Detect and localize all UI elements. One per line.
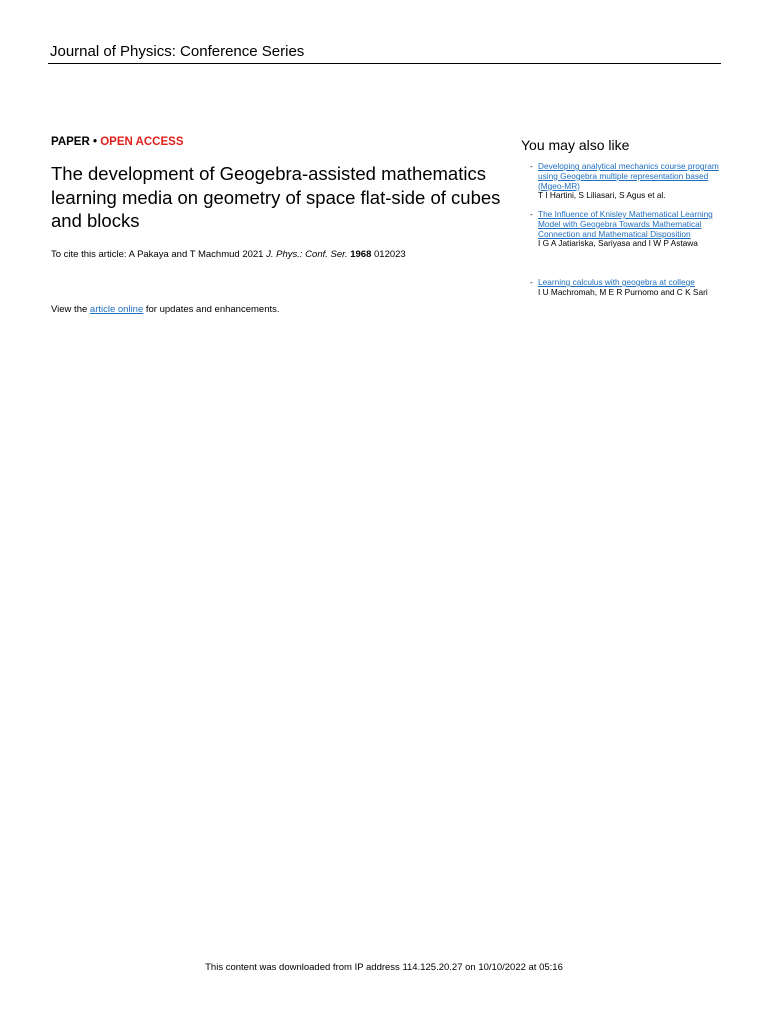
related-item — [530, 209, 722, 249]
paper-label — [51, 135, 184, 150]
label-separator: • — [89, 136, 101, 148]
list-dash: - — [530, 209, 533, 219]
view-online-prefix: View the — [51, 304, 90, 315]
view-online-line — [51, 304, 280, 316]
related-item-authors: I G A Jatiariska, Sariyasa and I W P Astawa — [538, 238, 698, 249]
citation-prefix: To cite this article: A Pakaya and T Machmud 2021 — [51, 249, 267, 260]
related-item-link[interactable]: Learning calculus with geogebra at college — [538, 277, 695, 287]
header-divider — [48, 63, 721, 64]
related-heading: You may also like — [521, 137, 630, 153]
list-dash: - — [530, 161, 533, 171]
list-dash: - — [530, 277, 533, 287]
related-item — [530, 277, 722, 298]
related-item-authors: I U Machromah, M E R Purnomo and C K Sari — [538, 286, 708, 297]
citation-journal: J. Phys.: Conf. Ser. — [266, 249, 348, 260]
article-online-link[interactable]: article online — [89, 304, 144, 315]
citation-line — [51, 249, 406, 261]
paper-title: The development of Geogebra-assisted mathematics learning media on geometry of space flat-side of cubes and blocks — [51, 163, 501, 231]
paper-type-label: PAPER — [51, 136, 90, 148]
related-item-authors: T I Hartini, S Liliasari, S Agus et al. — [538, 190, 666, 201]
view-online-suffix: for updates and enhancements. — [143, 304, 280, 315]
related-item-link[interactable]: Developing analytical mechanics course program using Geogebra multiple representation based (Mgeo-MR) — [538, 161, 719, 191]
open-access-label: OPEN ACCESS — [100, 136, 184, 148]
related-item — [530, 161, 722, 201]
related-item-link[interactable]: The Influence of Knisley Mathematical Learning Model with Geogebra Towards Mathematical Connection and Mathematical Disposition — [538, 209, 713, 239]
citation-article-number: 012023 — [371, 249, 406, 260]
citation-volume: 1968 — [350, 249, 372, 260]
download-notice: This content was downloaded from IP address 114.125.20.27 on 10/10/2022 at 05:16 — [205, 962, 563, 973]
journal-name: Journal of Physics: Conference Series — [50, 43, 305, 60]
